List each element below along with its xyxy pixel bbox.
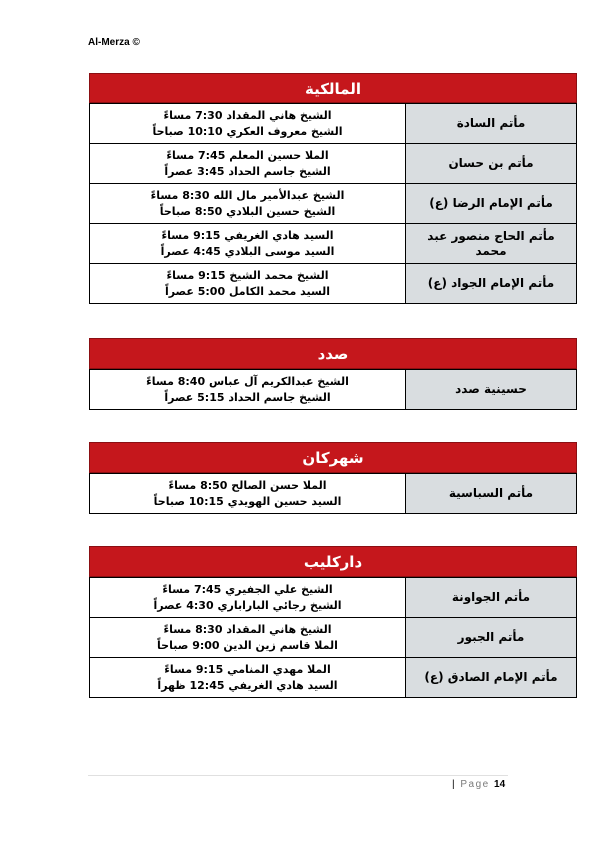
section-title: المالكية [89,73,577,103]
place-cell: حسينية صدد [406,370,577,410]
place-cell: مأتم الإمام الجواد (ع) [406,264,577,304]
day-lecture: الشيخ رجائي الباراباري 4:30 عصراً [153,598,342,612]
day-lecture: الشيخ حسين البلادي 8:50 صباحاً [159,204,336,218]
schedule-table [89,103,577,304]
section-almalikiya [89,73,577,304]
section-title: صدد [89,338,577,369]
lecturers-cell [90,578,406,618]
evening-lecture: الشيخ عبدالأمير مال الله 8:30 مساءً [150,188,345,202]
copyright-mark: Al-Merza © [88,37,140,48]
evening-lecture: الشيخ هاني المقداد 7:30 مساءً [163,108,332,122]
table-row [90,474,577,514]
section-darkulaib [89,546,577,698]
footer-divider [88,775,508,776]
table-row [90,264,577,304]
day-lecture: الشيخ جاسم الحداد 5:15 عصراً [164,390,331,404]
lecturers-cell [90,618,406,658]
place-cell: مأتم الجبور [406,618,577,658]
table-row [90,104,577,144]
section-title: داركليب [89,546,577,577]
place-cell: مأتم السباسية [406,474,577,514]
table-row [90,144,577,184]
page-label: Page [460,779,490,790]
lecturers-cell [90,474,406,514]
section-sadad [89,338,577,410]
lecturers-cell [90,104,406,144]
place-cell: مأتم السادة [406,104,577,144]
table-row [90,224,577,264]
table-row [90,618,577,658]
lecturers-cell [90,658,406,698]
day-lecture: الملا قاسم زين الدين 9:00 صباحاً [157,638,338,652]
table-row [90,578,577,618]
table-row [90,658,577,698]
section-shahrakan [89,442,577,514]
evening-lecture: الملا حسن الصالح 8:50 مساءً [168,478,327,492]
footer-separator: | [452,779,457,790]
place-cell: مأتم بن حسان [406,144,577,184]
lecturers-cell [90,370,406,410]
lecturers-cell [90,184,406,224]
place-cell: مأتم الإمام الرضا (ع) [406,184,577,224]
day-lecture: الشيخ معروف العكري 10:10 صباحاً [152,124,343,138]
day-lecture: السيد موسى البلادي 4:45 عصراً [160,244,335,258]
lecturers-cell [90,224,406,264]
evening-lecture: الشيخ علي الجفيري 7:45 مساءً [162,582,333,596]
page-number: 14 [494,779,506,790]
evening-lecture: الملا حسين المعلم 7:45 مساءً [166,148,329,162]
section-title: شهركان [89,442,577,473]
place-cell: مأتم الحاج منصور عبد محمد [406,224,577,264]
day-lecture: السيد هادي الغريفي 12:45 ظهراً [157,678,338,692]
day-lecture: السيد حسين الهويدي 10:15 صباحاً [153,494,342,508]
table-row [90,370,577,410]
schedule-table [89,369,577,410]
lecturers-cell [90,264,406,304]
schedule-table [89,473,577,514]
place-cell: مأتم الجواونة [406,578,577,618]
schedule-table [89,577,577,698]
lecturers-cell [90,144,406,184]
day-lecture: السيد محمد الكامل 5:00 عصراً [164,284,331,298]
evening-lecture: الملا مهدي المنامي 9:15 مساءً [164,662,331,676]
evening-lecture: السيد هادي الغريفي 9:15 مساءً [161,228,334,242]
evening-lecture: الشيخ هاني المقداد 8:30 مساءً [163,622,332,636]
page-footer [452,779,505,790]
evening-lecture: الشيخ محمد الشيخ 9:15 مساءً [166,268,329,282]
table-row [90,184,577,224]
evening-lecture: الشيخ عبدالكريم آل عباس 8:40 مساءً [146,374,349,388]
day-lecture: الشيخ جاسم الحداد 3:45 عصراً [164,164,331,178]
place-cell: مأتم الإمام الصادق (ع) [406,658,577,698]
